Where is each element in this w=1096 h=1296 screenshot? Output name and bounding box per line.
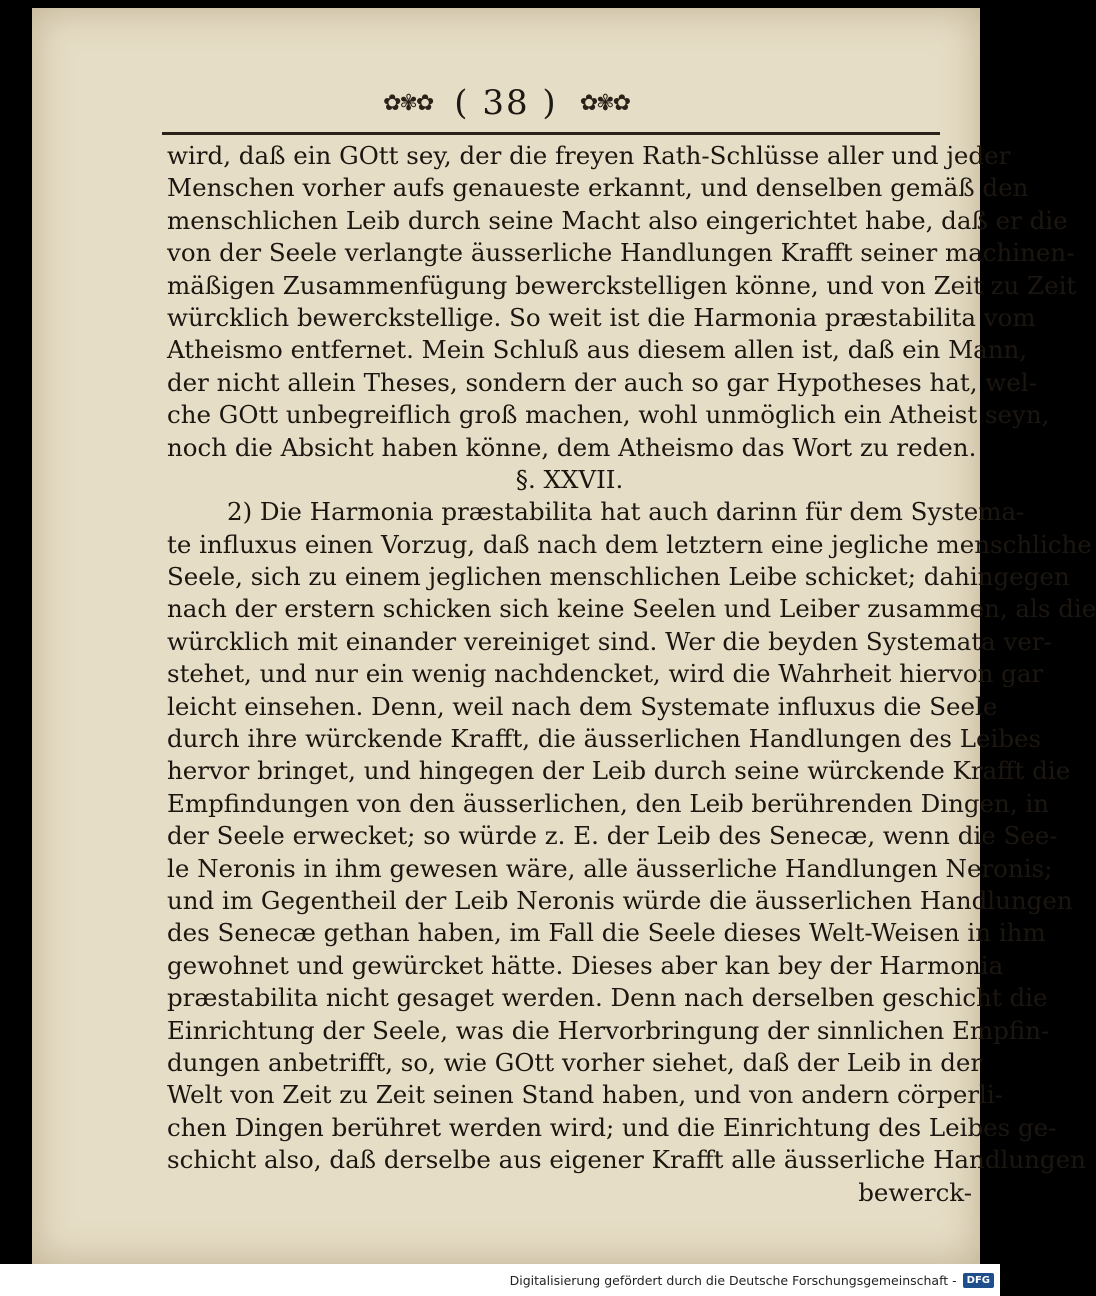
text-line: der Seele erwecket; so würde z. E. der Leib des Senecæ, wenn die See- xyxy=(167,821,1058,851)
text-line: le Neronis in ihm gewesen wäre, alle äusserliche Handlungen Neronis; xyxy=(167,853,1053,883)
text-line: præstabilita nicht gesaget werden. Denn nach derselben geschicht die xyxy=(167,983,1048,1013)
header-ornament-right: ✿✾✿ xyxy=(579,90,630,116)
text-line: gewohnet und gewürcket hätte. Dieses aber kan bey der Harmonia xyxy=(167,950,1004,980)
book-page xyxy=(32,8,1096,1264)
text-line: würcklich mit einander vereiniget sind. Wer die beyden Systemata ver- xyxy=(167,626,1052,656)
text-line: mäßigen Zusammenfügung bewerckstelligen könne, und von Zeit zu Zeit xyxy=(167,270,1077,300)
body-text xyxy=(167,140,1096,1209)
text-line: chen Dingen berühret werden wird; und die Einrichtung des Leibes ge- xyxy=(167,1112,1057,1142)
text-line: von der Seele verlangte äusserliche Handlungen Krafft seiner machinen- xyxy=(167,238,1075,268)
page-header xyxy=(32,78,980,128)
text-line: wird, daß ein GOtt sey, der die freyen Rath-Schlüsse aller und jeder xyxy=(167,141,1011,170)
text-line: menschlichen Leib durch seine Macht also eingerichtet habe, daß er die xyxy=(167,205,1068,235)
text-line: Menschen vorher aufs genaueste erkannt, und denselben gemäß den xyxy=(167,173,1029,203)
text-line: des Senecæ gethan haben, im Fall die Seele dieses Welt-Weisen in ihm xyxy=(167,918,1046,948)
section-heading: §. XXVII. xyxy=(515,464,624,494)
text-line: Welt von Zeit zu Zeit seinen Stand haben, und von andern cörperli- xyxy=(167,1080,1003,1110)
footer-credit: Digitalisierung gefördert durch die Deutsche Forschungsgemeinschaft - xyxy=(509,1272,957,1288)
text-line: che GOtt unbegreiflich groß machen, wohl unmöglich ein Atheist seyn, xyxy=(167,400,1050,430)
digitization-footer xyxy=(0,1264,1000,1296)
text-line: noch die Absicht haben könne, dem Atheismo das Wort zu reden. xyxy=(167,432,977,462)
text-line: 2) Die Harmonia præstabilita hat auch darinn für dem Systema- xyxy=(227,497,1025,527)
dfg-logo-icon: DFG xyxy=(963,1273,994,1288)
text-line: Seele, sich zu einem jeglichen menschlichen Leibe schicket; dahingegen xyxy=(167,562,1070,592)
text-line: nach der erstern schicken sich keine Seelen und Leiber zusammen, als die xyxy=(167,594,1096,624)
header-rule xyxy=(162,132,940,135)
text-line: Einrichtung der Seele, was die Hervorbringung der sinnlichen Empfin- xyxy=(167,1015,1050,1045)
text-line: schicht also, daß derselbe aus eigener Krafft alle äusserliche Handlungen xyxy=(167,1145,1086,1175)
text-line: stehet, und nur ein wenig nachdencket, wird die Wahrheit hiervon gar xyxy=(167,659,1044,689)
text-line: durch ihre würckende Krafft, die äusserlichen Handlungen des Leibes xyxy=(167,724,1042,754)
text-line: der nicht allein Theses, sondern der auch so gar Hypotheses hat, wel- xyxy=(167,367,1037,397)
page-number: ( 38 ) xyxy=(454,83,558,123)
text-line: und im Gegentheil der Leib Neronis würde die äusserlichen Handlungen xyxy=(167,885,1073,915)
text-line: Empfindungen von den äusserlichen, den Leib berührenden Dingen, in xyxy=(167,788,1050,818)
text-line: hervor bringet, und hingegen der Leib durch seine würckende Krafft die xyxy=(167,756,1071,786)
text-line: Atheismo entfernet. Mein Schluß aus diesem allen ist, daß ein Mann, xyxy=(167,335,1028,365)
catchword: bewerck- xyxy=(858,1177,972,1207)
text-line: te influxus einen Vorzug, daß nach dem letztern eine jegliche menschliche xyxy=(167,529,1092,559)
text-line: leicht einsehen. Denn, weil nach dem Systemate influxus die Seele xyxy=(167,691,998,721)
header-ornament-left: ✿✾✿ xyxy=(382,90,433,116)
text-line: würcklich bewerckstellige. So weit ist die Harmonia præstabilita vom xyxy=(167,302,1036,332)
text-line: dungen anbetrifft, so, wie GOtt vorher siehet, daß der Leib in der xyxy=(167,1047,983,1077)
